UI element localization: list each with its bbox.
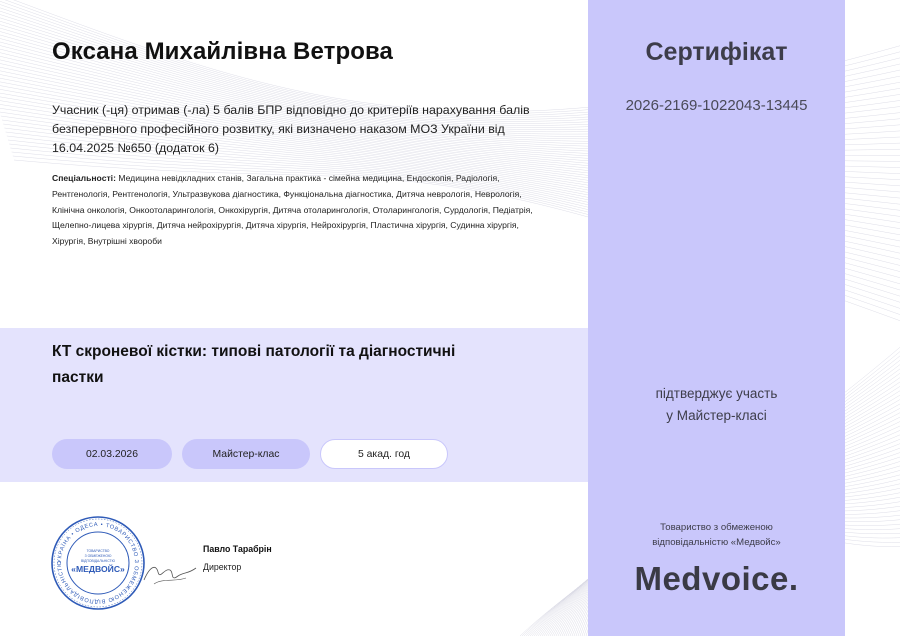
company-stamp — [50, 515, 146, 611]
certificate-title: Сертифікат — [645, 38, 788, 66]
svg-text:«МЕДВОЙС»: «МЕДВОЙС» — [71, 564, 125, 574]
participation-confirmation — [588, 383, 845, 427]
confirm-line-1: підтверджує участь — [655, 386, 778, 401]
svg-text:З ОБМЕЖЕНОЮ: З ОБМЕЖЕНОЮ — [84, 554, 112, 558]
specialties-block — [52, 171, 542, 250]
signature — [140, 558, 200, 588]
org-line-1: Товариство з обмеженою — [660, 522, 773, 533]
signer-role: Директор — [203, 562, 242, 572]
confirm-line-2: у Майстер-класі — [666, 408, 767, 423]
course-title: КТ скроневої кістки: типові патології та діагностичні пастки — [52, 343, 456, 386]
course-format-badge: Майстер-клас — [182, 439, 310, 469]
certificate-number: 2026-2169-1022043-13445 — [625, 97, 808, 114]
medvoice-logo: Medvoice. — [634, 560, 799, 597]
specialties-label: Спеціальності: — [52, 173, 116, 183]
org-line-2: відповідальністю «Медвойс» — [652, 537, 781, 548]
course-date-badge: 02.03.2026 — [52, 439, 172, 469]
organization-name — [588, 520, 845, 550]
recipient-name: Оксана Михайлівна Ветрова — [52, 38, 393, 65]
svg-text:УКРАЇНА • ОДЕСА • ТОВАРИСТВО З: УКРАЇНА • ОДЕСА • ТОВАРИСТВО З ОБМЕЖЕНОЮ ВІДПОВІДАЛЬНІСТЮ — [56, 521, 140, 605]
svg-text:ТОВАРИСТВО: ТОВАРИСТВО — [86, 549, 110, 553]
specialties-text: Медицина невідкладних станів, Загальна практика - сімейна медицина, Ендоскопія, Радіологія, Рентгенологія, Рентгенологія, Ультразвукова діагностика, Функціональна діагностика, Дитяча неврологія, Неврологія, Клінічна онкологія, Онкоотоларингологія, Онкохірургія, Дитяча отоларингологія, Отоларингологія, Сурдологія, Педіатрія, Щелепно-лицева хірургія, Дитяча нейрохірургія, Дитяча хірургія, Нейрохірургія, Пластична хірургія, Судинна хірургія, Хірургія, Внутрішні хвороби — [52, 173, 533, 247]
svg-text:ВІДПОВІДАЛЬНІСТЮ: ВІДПОВІДАЛЬНІСТЮ — [80, 559, 116, 563]
course-hours-badge: 5 акад. год — [320, 439, 448, 469]
signer-name: Павло Тарабрін — [203, 544, 272, 554]
intro-text: Учасник (-ця) отримав (-ла) 5 балів БПР відповідно до критеріїв нарахування балів безперервного професійного розвитку, які визначено наказом МОЗ України від 16.04.2025 №650 (додаток 6) — [52, 103, 530, 155]
